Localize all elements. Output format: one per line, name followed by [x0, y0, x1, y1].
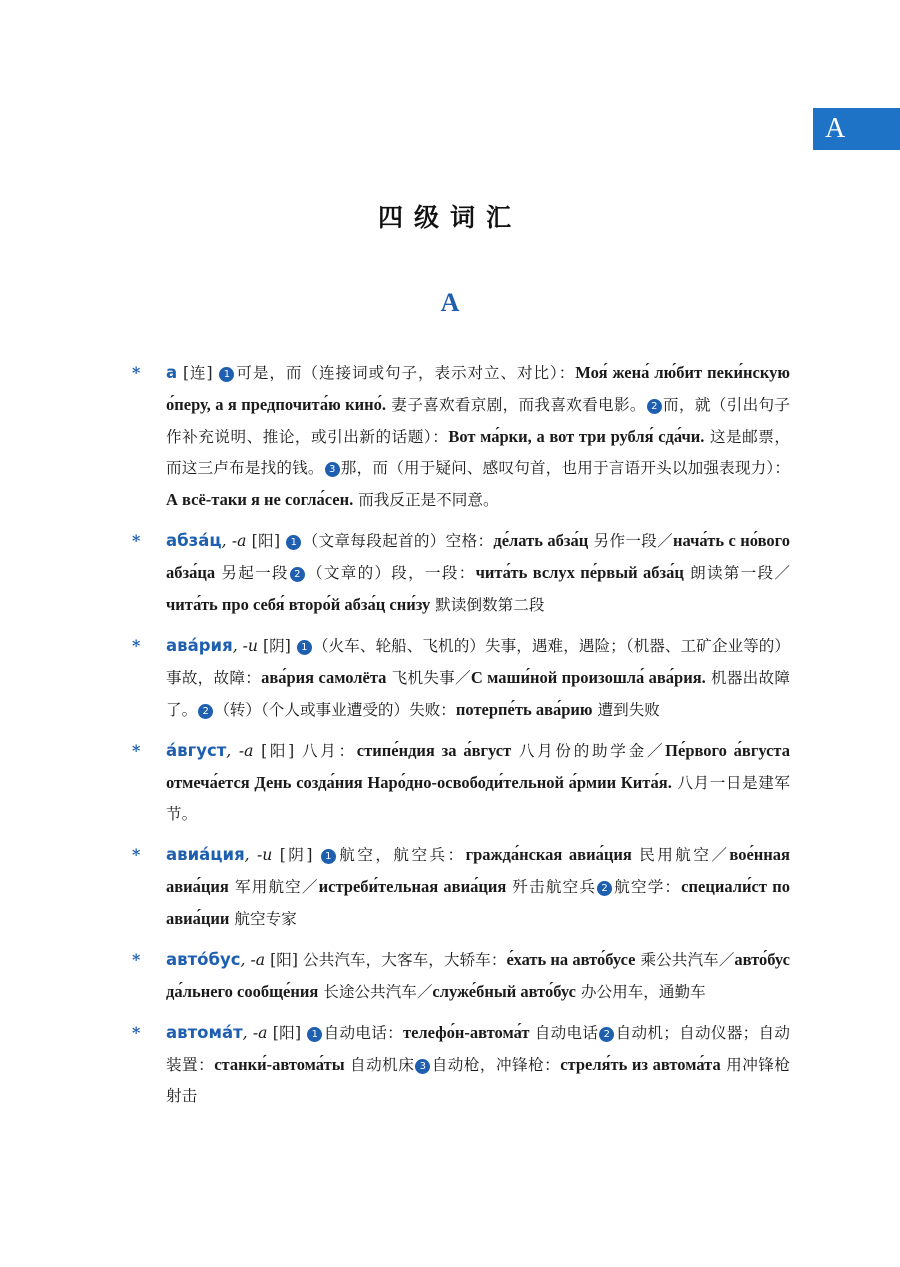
- inflection: , -и: [244, 846, 273, 864]
- russian-example: ава́рия самолёта: [261, 668, 387, 687]
- russian-example: чита́ть вслух пе́рвый абза́ц: [475, 563, 684, 582]
- sense-number-icon: 1: [286, 535, 301, 550]
- part-of-speech: [阳]: [261, 742, 295, 760]
- chinese-text: 自动枪，冲锋枪：: [431, 1056, 561, 1074]
- sense-number-icon: 1: [297, 640, 312, 655]
- russian-example: Моя́ жена́ лю́бит пеки́нскую о́перу, а я предпочита́ю кино́.: [166, 363, 790, 414]
- chinese-text: 而，就（引出句子作补充说明、推论，或引出新的话题）：: [166, 396, 790, 446]
- part-of-speech: [阳]: [270, 951, 299, 969]
- chinese-text: 用冲锋枪射击: [166, 1056, 790, 1105]
- part-of-speech: [阴]: [279, 846, 313, 864]
- part-of-speech: [阳]: [272, 1024, 302, 1042]
- inflection: , -и: [232, 637, 258, 655]
- russian-example: стреля́ть из автома́та: [560, 1055, 721, 1074]
- chinese-text: 另作一段／: [593, 532, 674, 550]
- dictionary-entry: [130, 525, 790, 621]
- dictionary-entry: [130, 357, 790, 516]
- chinese-text: （火车、轮船、飞机的）失事，遇难，遇险；（机器、工矿企业等的）事故，故障：: [166, 637, 790, 687]
- star-marker-icon: *: [132, 1023, 141, 1042]
- russian-example: Пе́рвого а́вгуста отмеча́ется День созда́ния Наро́дно-освободи́тельной а́рмии Кита́я.: [166, 741, 790, 792]
- headword: ава́рия: [166, 636, 233, 655]
- headword: авиа́ция: [166, 845, 245, 864]
- dictionary-entry: [130, 630, 790, 726]
- star-marker-icon: *: [132, 845, 141, 864]
- russian-example: вое́нная авиа́ция: [166, 845, 790, 896]
- russian-example: е́хать на авто́бусе: [506, 950, 636, 969]
- chinese-text: （文章每段起首的）空格：: [302, 532, 494, 550]
- sense-number-icon: 2: [599, 1027, 614, 1042]
- headword: автома́т: [166, 1023, 243, 1042]
- dictionary-entry: [130, 839, 790, 935]
- chinese-text: 默读倒数第二段: [435, 596, 545, 614]
- inflection: , -а: [226, 742, 254, 760]
- russian-example: специали́ст по авиа́ции: [166, 877, 790, 928]
- sense-number-icon: 2: [597, 881, 612, 896]
- headword: абза́ц: [166, 531, 222, 550]
- page-title: 四级词汇: [377, 203, 522, 232]
- chinese-text: 自动机；自动仪器；自动装置：: [166, 1024, 790, 1074]
- sense-number-icon: 3: [325, 462, 340, 477]
- chinese-text: 八月份的助学金／: [518, 742, 666, 760]
- chinese-text: 歼击航空兵: [512, 878, 597, 896]
- sense-number-icon: 1: [219, 367, 234, 382]
- section-heading: A: [440, 288, 460, 317]
- russian-example: телефо́н-автома́т: [403, 1023, 530, 1042]
- star-marker-icon: *: [132, 531, 141, 550]
- russian-example: стипе́ндия за а́вгуст: [356, 741, 512, 760]
- headword: а́вгуст: [166, 741, 227, 760]
- dictionary-entry: [130, 735, 790, 830]
- chinese-text: 长途公共汽车／: [323, 983, 433, 1001]
- chinese-text: 这是邮票，而这三卢布是找的钱。: [166, 428, 790, 477]
- chinese-text: 航空，航空兵：: [336, 846, 466, 864]
- russian-example: истреби́тельная авиа́ция: [318, 877, 507, 896]
- inflection: , -а: [242, 1024, 268, 1042]
- chinese-text: 遭到失败: [597, 701, 660, 719]
- chinese-text: 那，而（用于疑问、感叹句首，也用于言语开头以加强表现力）：: [340, 459, 790, 477]
- russian-example: Вот ма́рки, а вот три рубля́ сда́чи.: [448, 427, 705, 446]
- part-of-speech: [阳]: [251, 532, 281, 550]
- chinese-text: 八月一日是建军节。: [166, 774, 790, 823]
- russian-example: нача́ть с но́вого абза́ца: [166, 531, 790, 582]
- sense-number-icon: 2: [198, 704, 213, 719]
- chinese-text: 公共汽车，大客车，大轿车：: [303, 951, 507, 969]
- sense-number-icon: 3: [415, 1059, 430, 1074]
- chinese-text: （文章的）段，一段：: [305, 564, 476, 582]
- chinese-text: 自动机床: [350, 1056, 415, 1074]
- chinese-text: 自动电话: [534, 1024, 599, 1042]
- inflection: , -а: [240, 951, 266, 969]
- chinese-text: 民用航空／: [639, 846, 730, 864]
- headword: авто́бус: [166, 950, 241, 969]
- chinese-text: 航空学：: [613, 878, 682, 896]
- chinese-text: 乘公共汽车／: [640, 951, 735, 969]
- chinese-text: 另起一段: [221, 564, 289, 582]
- dictionary-entry: [130, 944, 790, 1008]
- russian-example: станки́-автома́ты: [214, 1055, 345, 1074]
- chinese-text: 而我反正是不同意。: [358, 491, 499, 509]
- star-marker-icon: *: [132, 363, 141, 382]
- star-marker-icon: *: [132, 950, 141, 969]
- chinese-text: 朗读第一段／: [690, 564, 790, 582]
- chinese-text: 自动电话：: [323, 1024, 403, 1042]
- chinese-text: 可是，而（连接词或句子，表示对立、对比）：: [235, 364, 576, 382]
- chinese-text: 机器出故障了。: [166, 669, 790, 719]
- chinese-text: 军用航空／: [234, 878, 319, 896]
- headword: а: [166, 363, 178, 382]
- sense-number-icon: 2: [647, 399, 662, 414]
- russian-example: де́лать абза́ц: [493, 531, 589, 550]
- sense-number-icon: 1: [321, 849, 336, 864]
- chinese-text: （转）（个人或事业遭受的）失败：: [214, 701, 456, 719]
- chinese-text: 八月：: [301, 742, 357, 760]
- sense-number-icon: 2: [290, 567, 305, 582]
- sense-number-icon: 1: [307, 1027, 322, 1042]
- section-tab: A: [813, 108, 900, 150]
- star-marker-icon: *: [132, 741, 141, 760]
- russian-example: потерпе́ть ава́рию: [455, 700, 593, 719]
- chinese-text: 飞机失事／: [391, 669, 471, 687]
- russian-example: А всё-таки я не согла́сен.: [166, 490, 354, 509]
- part-of-speech: [连]: [183, 364, 213, 382]
- russian-example: С маши́ной произошла́ ава́рия.: [470, 668, 706, 687]
- chinese-text: 航空专家: [234, 910, 297, 928]
- star-marker-icon: *: [132, 636, 141, 655]
- russian-example: авто́бус да́льнего сообще́ния: [166, 950, 790, 1001]
- part-of-speech: [阴]: [262, 637, 291, 655]
- inflection: , -а: [221, 532, 247, 550]
- chinese-text: 妻子喜欢看京剧，而我喜欢看电影。: [391, 396, 646, 414]
- dictionary-entry: [130, 1017, 790, 1112]
- russian-example: гражда́нская авиа́ция: [465, 845, 632, 864]
- vocabulary-list: [130, 357, 790, 1121]
- russian-example: служе́бный авто́бус: [432, 982, 576, 1001]
- chinese-text: 办公用车，通勤车: [580, 983, 706, 1001]
- russian-example: чита́ть про себя́ второ́й абза́ц сни́зу: [166, 595, 431, 614]
